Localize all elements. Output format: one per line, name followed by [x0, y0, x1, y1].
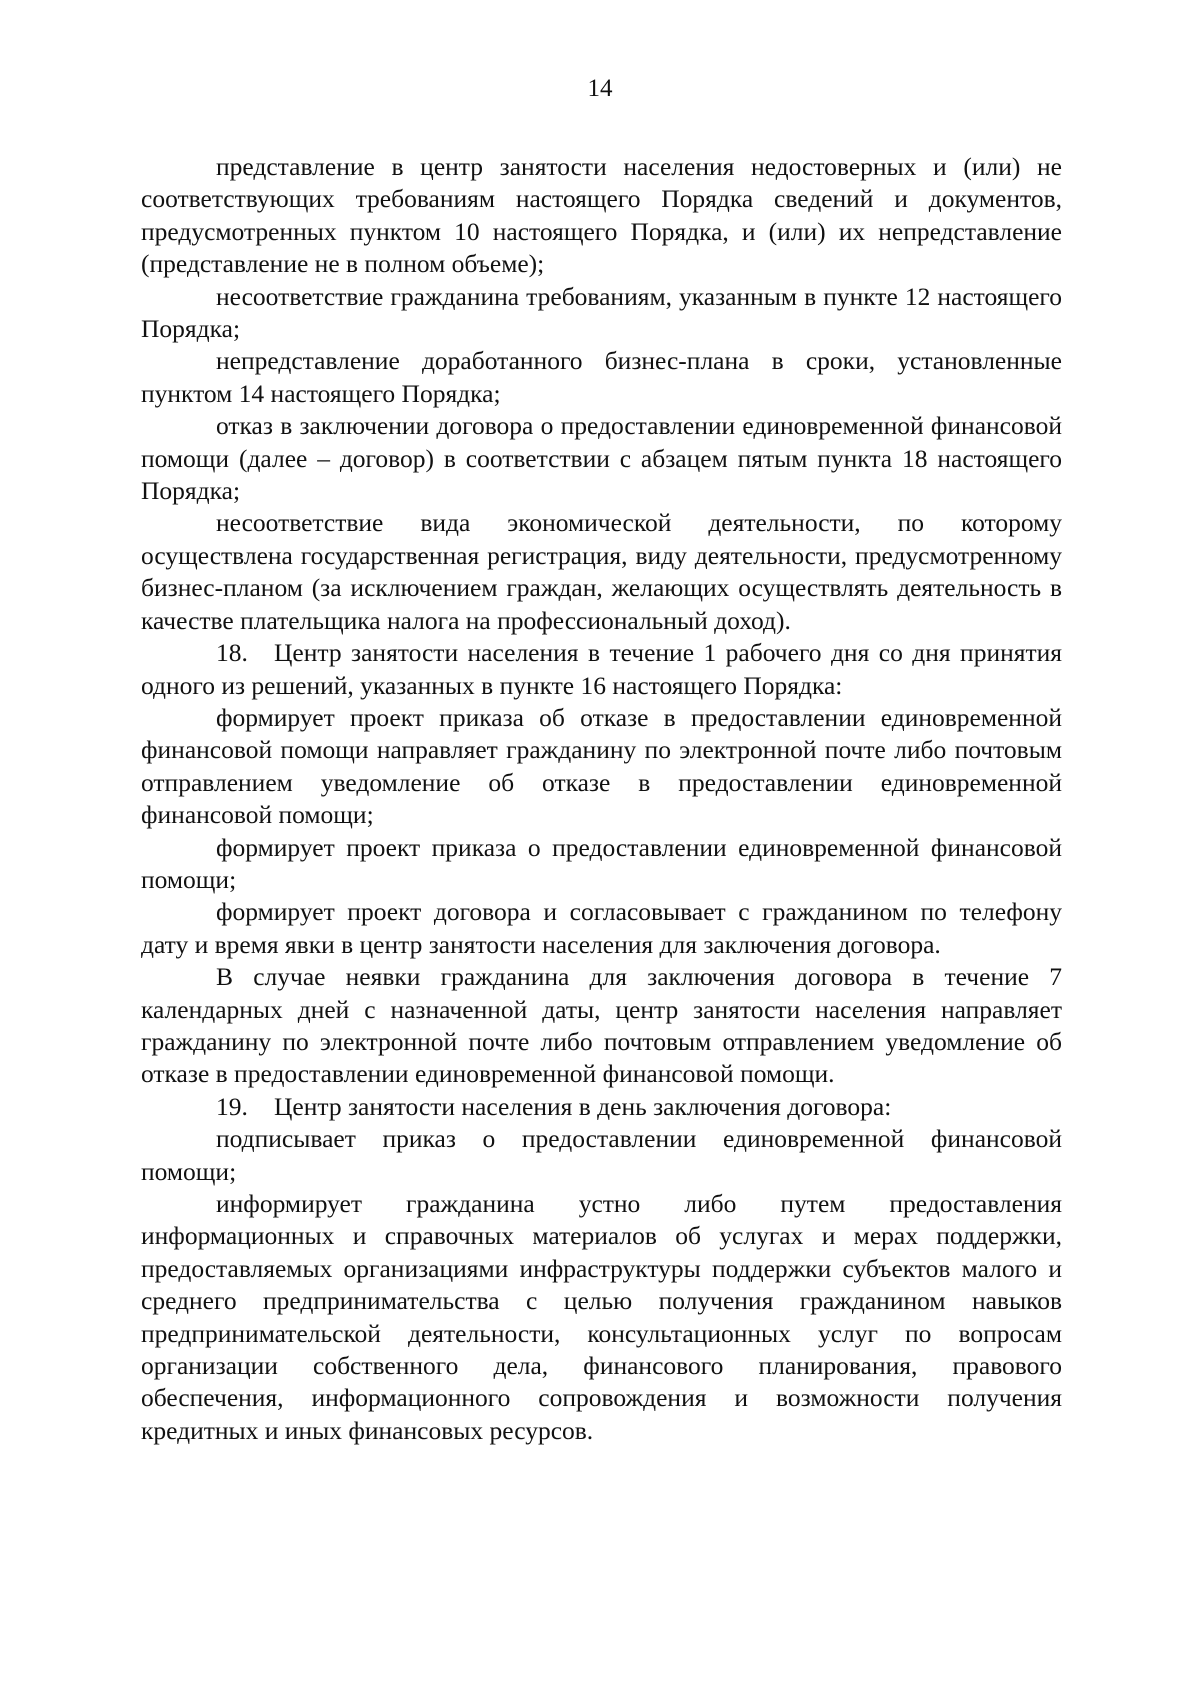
- paragraph-text: представление в центр занятости населения недостоверных и (или) не соответствующих требованиям настоящего Порядка сведений и документов, предусмотренных пунктом 10 настоящего Порядка, и (или) их непредставление (представление не в полном объеме);: [141, 152, 1062, 279]
- paragraph-text: отказ в заключении договора о предоставлении единовременной финансовой помощи (далее – договор) в соответствии с абзацем пятым пункта 18 настоящего Порядка;: [141, 411, 1062, 506]
- paragraph-number: 18.: [216, 638, 248, 668]
- paragraph-text: информирует гражданина устно либо путем предоставления информационных и справочных материалов об услугах и мерах поддержки, предоставляемых организациями инфраструктуры поддержки субъектов малого и среднего предпринимательства с целью получения гражданином навыков предпринимательской деятельности, консультационных услуг по вопросам организации собственного дела, финансового планирования, правового обеспечения, информационного сопровождения и возможности получения кредитных и иных финансовых ресурсов.: [141, 1189, 1062, 1445]
- paragraph-number: 19.: [216, 1091, 248, 1121]
- paragraph: [141, 832, 1062, 897]
- paragraph: [141, 896, 1062, 961]
- paragraph: [141, 961, 1062, 1091]
- paragraph: [141, 281, 1062, 346]
- paragraph-text: непредставление доработанного бизнес-плана в сроки, установленные пунктом 14 настоящего Порядка;: [141, 346, 1062, 408]
- page-number: 14: [587, 75, 613, 102]
- paragraph-text: несоответствие гражданина требованиям, указанным в пункте 12 настоящего Порядка;: [141, 281, 1062, 344]
- paragraph: [141, 151, 1062, 281]
- paragraph-text: формирует проект договора и согласовывает с гражданином по телефону дату и время явки в центр занятости населения для заключения договора.: [141, 897, 1062, 959]
- paragraph-text: подписывает приказ о предоставлении единовременной финансовой помощи;: [141, 1124, 1062, 1186]
- paragraph-text: Центр занятости населения в день заключения договора:: [274, 1091, 892, 1121]
- numbered-paragraph-18: [141, 637, 1062, 702]
- paragraph-text: В случае неявки гражданина для заключения договора в течение 7 календарных дней с назначенной даты, центр занятости населения направляет гражданину по электронной почте либо почтовым отправлением уведомление об отказе в предоставлении единовременной финансовой помощи.: [141, 962, 1062, 1089]
- paragraph: [141, 507, 1062, 637]
- numbered-paragraph-19: [141, 1091, 1062, 1123]
- paragraph-text: несоответствие вида экономической деятельности, по которому осуществлена государственная регистрация, виду деятельности, предусмотренному бизнес-планом (за исключением граждан, желающих осуществлять деятельность в качестве плательщика налога на профессиональный доход).: [141, 508, 1062, 635]
- paragraph-text: Центр занятости населения в течение 1 рабочего дня со дня принятия одного из решений, указанных в пункте 16 настоящего Порядка:: [141, 638, 1062, 700]
- paragraph-text: формирует проект приказа о предоставлении единовременной финансовой помощи;: [141, 832, 1062, 894]
- paragraph: [141, 1123, 1062, 1188]
- paragraph: [141, 702, 1062, 832]
- paragraph: [141, 1188, 1062, 1447]
- document-body: [141, 151, 1062, 1447]
- paragraph: [141, 345, 1062, 410]
- paragraph: [141, 410, 1062, 507]
- paragraph-text: формирует проект приказа об отказе в предоставлении единовременной финансовой помощи направляет гражданину по электронной почте либо почтовым отправлением уведомление об отказе в предоставлении единовременной финансовой помощи;: [141, 702, 1062, 830]
